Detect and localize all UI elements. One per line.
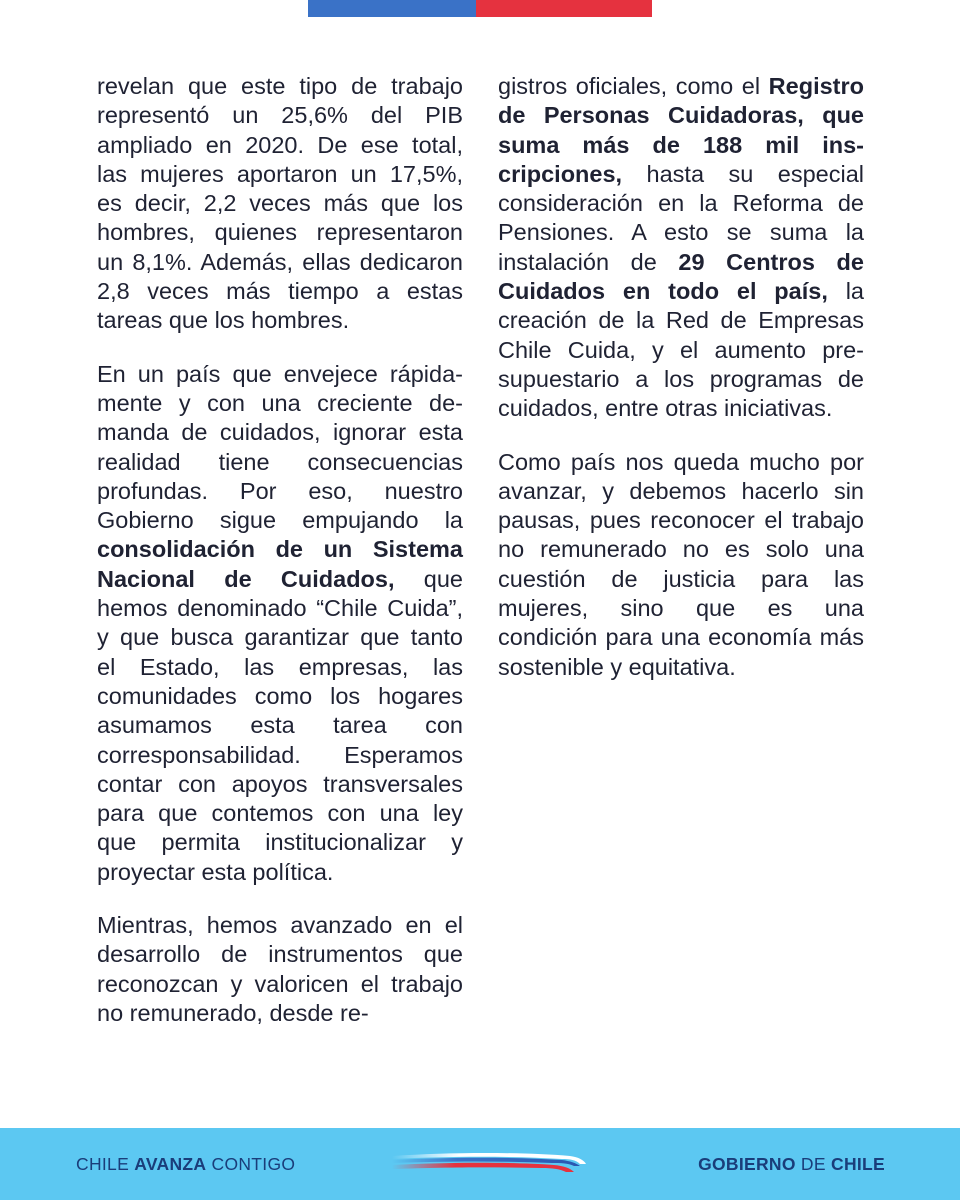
left-text-column [97,72,463,1052]
paragraph-pib: revelan que este tipo de trabajo representó un 25,6% del PIB ampliado en 2020. De ese total, las mujeres aportaron un 17,5%, es decir, 2,2 veces más que los hombres, quienes representaron un 8,1%. Además, ellas dedicaron 2,8 veces más tiempo a estas tareas que los hombres. [97,73,463,334]
gob-part: DE [795,1154,831,1174]
gob-part: CHILE [831,1154,885,1174]
slogan-part: CHILE [76,1154,135,1174]
wave-stripe-logo-icon [392,1150,586,1176]
paragraph-registros [498,72,864,424]
text-span: hasta su especial consideración en la Reforma de Pensiones. A esto se suma la instalación de [498,160,864,275]
gob-part: GOBIERNO [698,1154,796,1174]
right-text-column [498,72,864,706]
bold-highlight: Registro de Personas Cuidadoras, que suma más de 188 mil inscripciones, [498,73,864,187]
flag-blue-bar [308,0,476,17]
text-span: la creación de la Red de Empresas Chile Cuida, y el aumento presupuestario a los programas de cuidados, entre otras iniciativas. [498,278,865,422]
flag-red-bar [476,0,652,17]
paragraph-instrumentos: Mientras, hemos avanzado en el desarrollo de instrumentos que reconozcan y valoricen el trabajo no remunerado, desde re- [97,912,463,1026]
text-span: que hemos denominado “Chile Cuida”, y que busca garantizar que tanto el Estado, las empresas, las comunidades como los hogares asumamos esta tarea con corresponsabilidad. Esperamos contar con apoyos transversales para que contemos con una ley que permita institucionalizar y proyectar esta política. [97,565,463,885]
footer-slogan [76,1154,295,1175]
footer-bar [0,1128,960,1200]
footer-gobierno [698,1154,885,1175]
slogan-part: CONTIGO [206,1154,296,1174]
paragraph-conclusion: Como país nos queda mucho por avanzar, y debemos hacerlo sin pausas, pues reconocer el trabajo no remunerado no es solo una cuestión de justicia para las mujeres, sino que es una condición para una economía más sostenible y equitativa. [498,448,864,680]
slogan-part: AVANZA [134,1154,207,1174]
paragraph-sistema-cuidados [97,360,463,887]
bold-highlight: 29 Centros de Cuidados en todo el país, [498,248,864,305]
text-span: gistros oficiales, como el [498,73,769,99]
bold-highlight: consolidación de un Sistema Nacional de Cuidados, [97,536,463,592]
top-flag-stripe [308,0,652,17]
text-span: En un país que envejece rápidamente y con una creciente demanda de cuidados, ignorar esta realidad tiene consecuencias profundas. Por eso, nuestro Gobierno sigue empujando la [97,360,463,534]
